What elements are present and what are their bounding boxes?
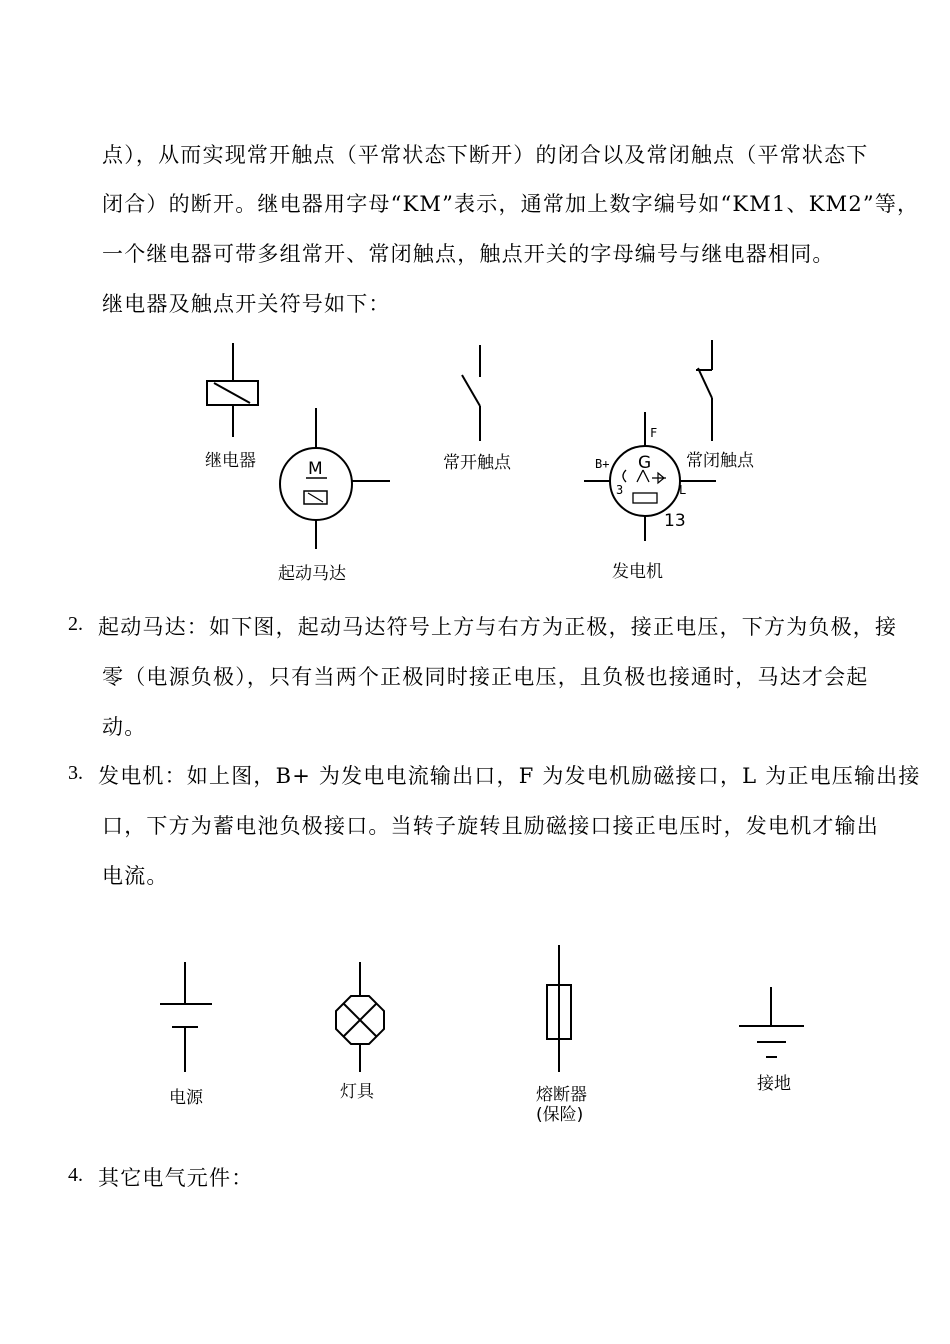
item-2-line-1: 起动马达：如下图，起动马达符号上方与右方为正极，接正电压，下方为负极，接 <box>98 615 898 639</box>
paragraph-line-2: 闭合）的断开。继电器用字母“KM”表示，通常加上数字编号如“KM1、KM2”等， <box>102 192 920 216</box>
fuse-sublabel: (保险) <box>536 1105 584 1125</box>
lamp-symbol <box>336 962 384 1072</box>
generator-3-label: 3 <box>616 483 624 497</box>
item-3-line-1: 发电机：如上图，B+ 为发电电流输出口，F 为发电机励磁接口，L 为正电压输出接 <box>98 764 921 788</box>
item-3-line-3: 电流。 <box>102 864 169 888</box>
ground-symbol <box>739 987 804 1057</box>
paragraph-line-3: 一个继电器可带多组常开、常闭触点，触点开关的字母编号与继电器相同。 <box>102 242 835 266</box>
item-4-text: 其它电气元件： <box>98 1166 254 1190</box>
fuse-symbol <box>547 945 571 1072</box>
power-source-label: 电源 <box>169 1088 203 1108</box>
lamp-label: 灯具 <box>340 1082 374 1102</box>
item-4-number: 4. <box>68 1164 83 1186</box>
normally-closed-contact-label: 常闭触点 <box>686 451 754 471</box>
starter-letter: M <box>308 459 323 479</box>
generator-13-label: 13 <box>664 511 686 531</box>
power-source-symbol <box>160 962 212 1072</box>
symbols-intro: 继电器及触点开关符号如下： <box>102 292 391 316</box>
generator-b-label: B+ <box>595 457 610 471</box>
generator-f-label: F <box>650 426 658 440</box>
item-2-number: 2. <box>68 613 83 635</box>
generator-label: 发电机 <box>612 562 663 582</box>
item-2-line-2: 零（电源负极），只有当两个正极同时接正电压，且负极也接通时，马达才会起 <box>102 665 869 689</box>
starter-label: 起动马达 <box>278 564 346 584</box>
generator-l-label: L <box>679 483 687 497</box>
normally-open-contact-label: 常开触点 <box>443 453 511 473</box>
item-3-number: 3. <box>68 762 83 784</box>
ground-label: 接地 <box>757 1074 791 1094</box>
generator-g-label: G <box>638 453 652 473</box>
item-3-line-2: 口，下方为蓄电池负极接口。当转子旋转且励磁接口接正电压时，发电机才输出 <box>102 814 879 838</box>
relay-label: 继电器 <box>205 451 256 471</box>
item-2-line-3: 动。 <box>102 715 147 739</box>
fuse-label: 熔断器 <box>536 1085 587 1105</box>
paragraph-line-1: 点），从而实现常开触点（平常状态下断开）的闭合以及常闭触点（平常状态下 <box>102 143 869 167</box>
